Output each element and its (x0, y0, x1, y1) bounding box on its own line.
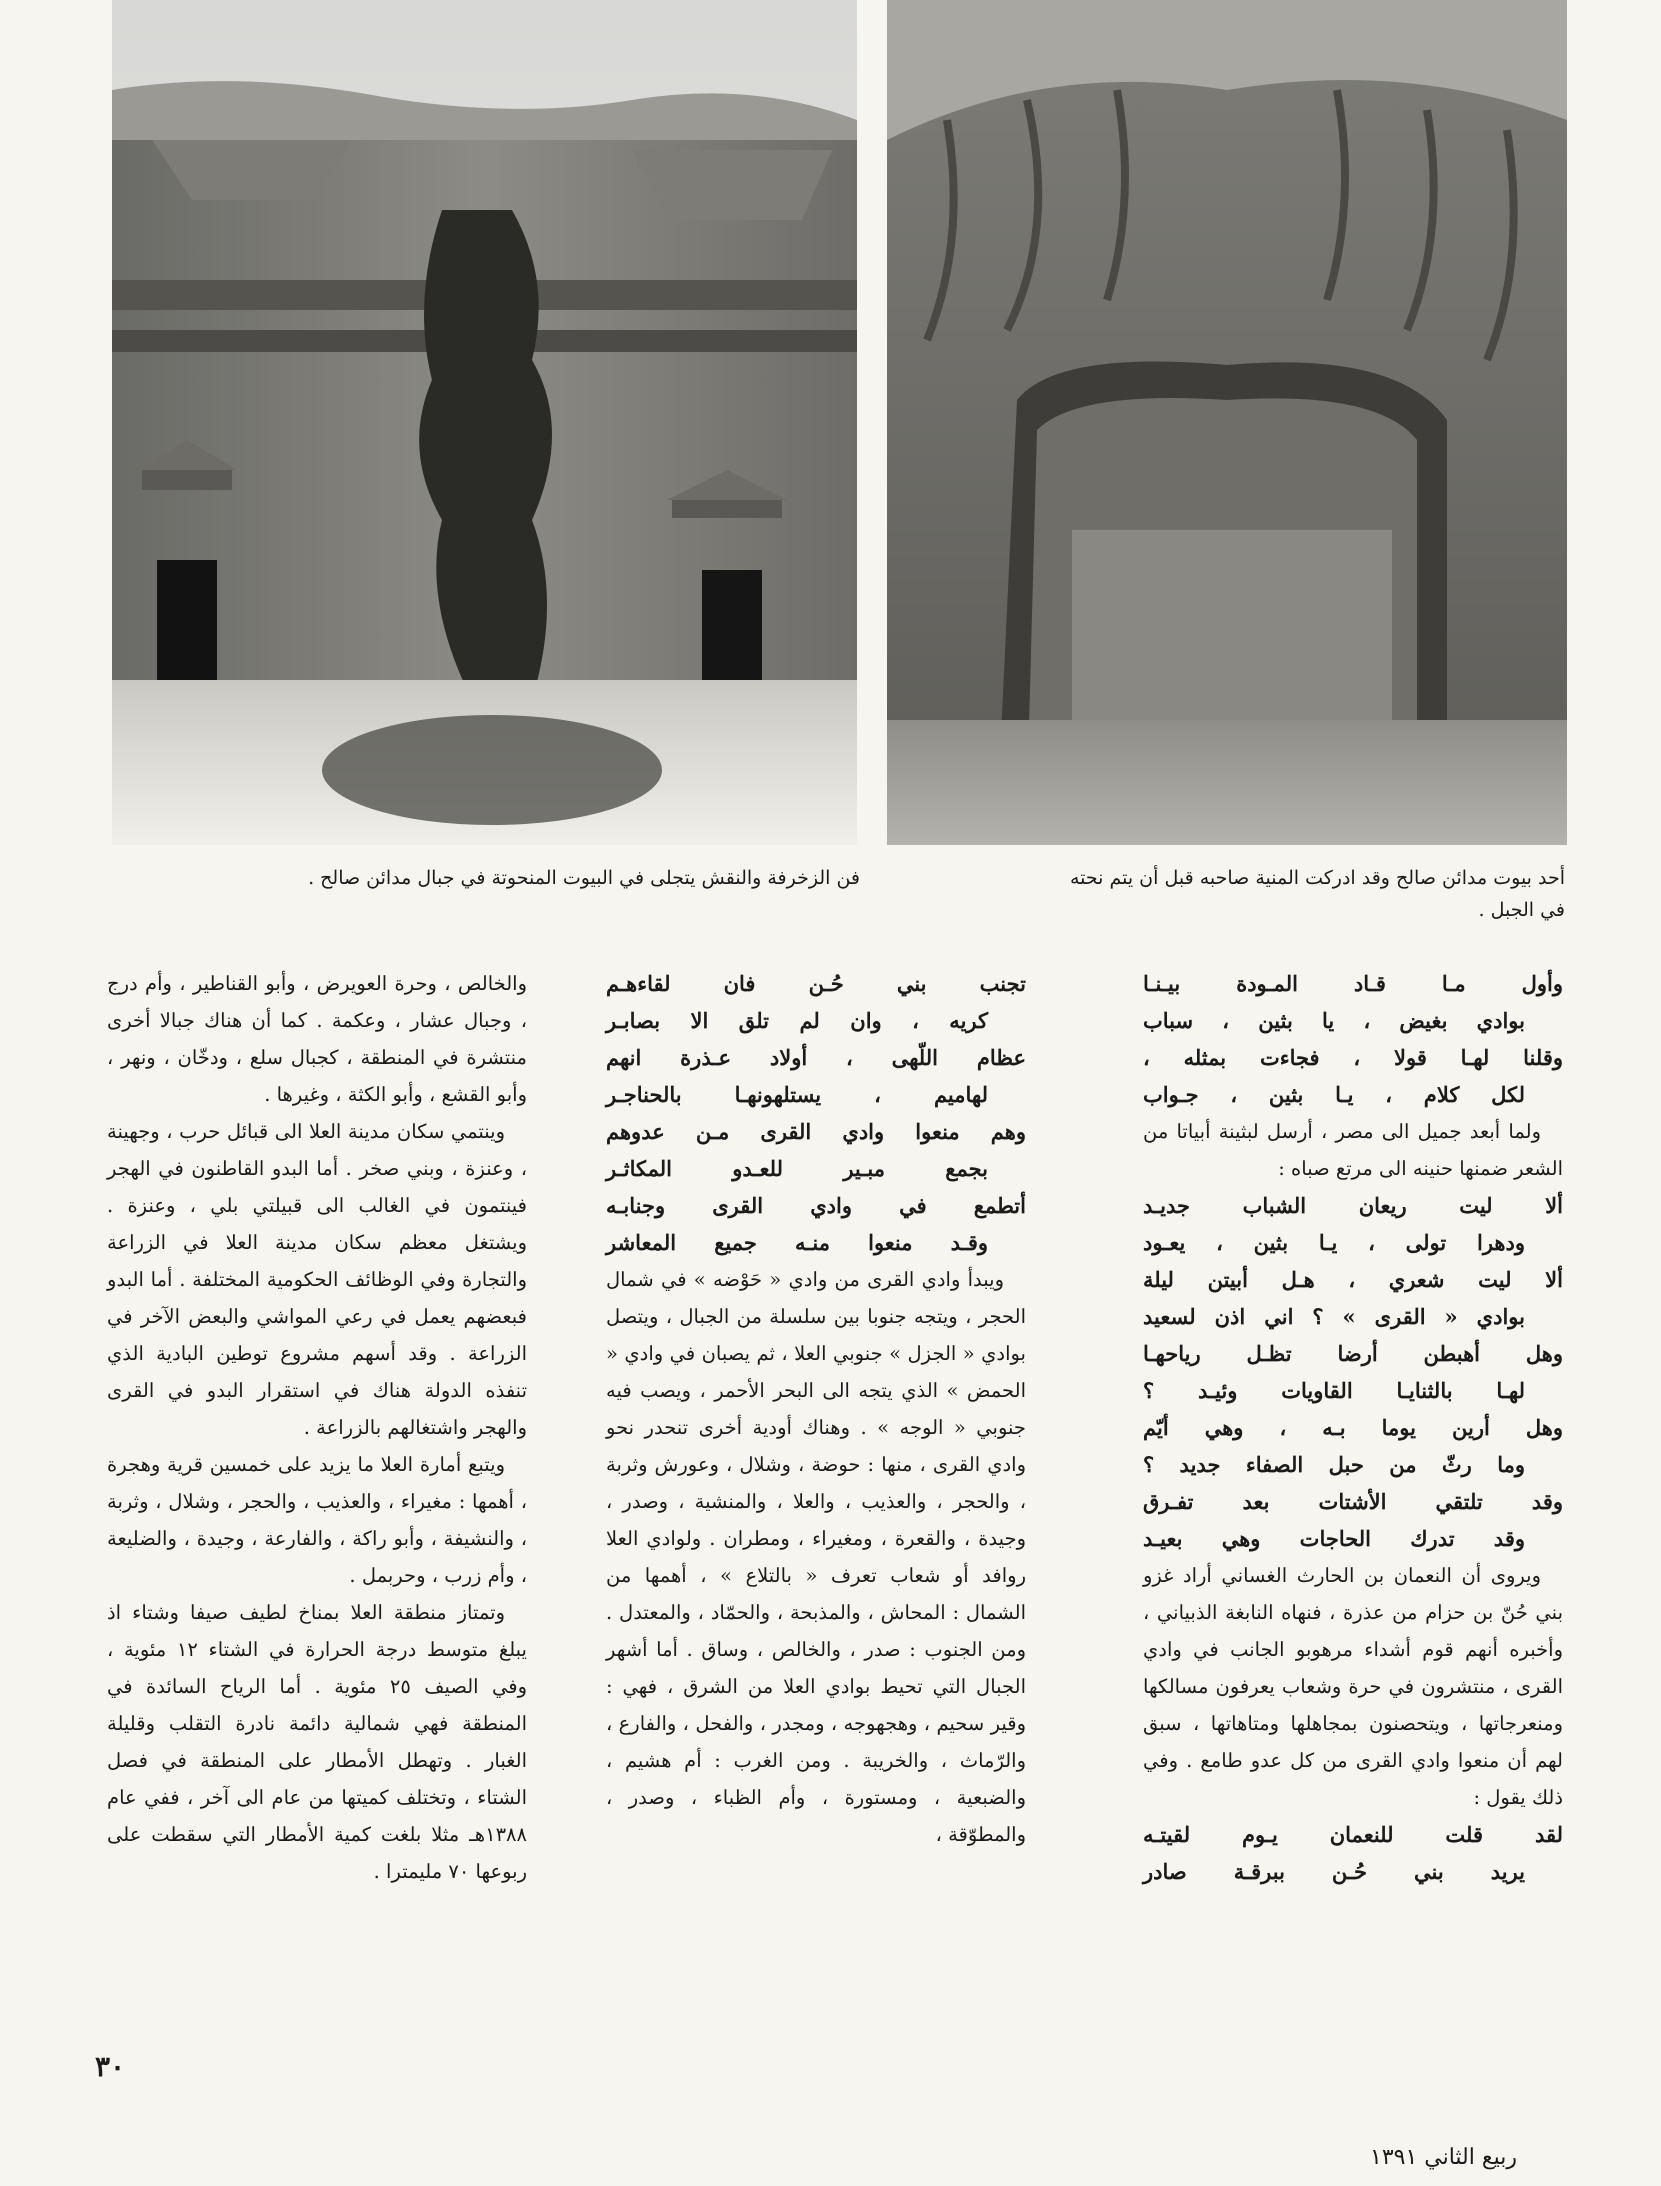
paragraph: ويتبع أمارة العلا ما يزيد على خمسين قرية وهجرة ، أهمها : مغيراء ، والعذيب ، والحجر ، وشلال ، وثربة ، والنشيفة ، وأبو راكة ، والفارعة ، وجيدة ، والضليعة ، وأم زرب ، وحربمل . (107, 1453, 527, 1587)
paragraph: والخالص ، وحرة العويرض ، وأبو القناطير ، وأم درج ، وجبال عشار ، وعكمة . كما أن هناك جبالا أخرى منتشرة في المنطقة ، كجبال سلع ، ودخّان ، ونهر ، وأبو القشع ، وأبو الكثة ، وغيرها . (107, 972, 527, 1106)
poem-verse: لهـا بالثنايـا القاويات وئيـد ؟ (1143, 1378, 1525, 1403)
paragraph: ويبدأ وادي القرى من وادي « حَوْضه » في شمال الحجر ، ويتجه جنوبا بين سلسلة من الجبال ، ويتصل بوادي « الجزل » جنوبي العلا ، ثم يصبان في وادي « الحمض » الذي يتجه الى البحر الأحمر ، ويصب فيه جنوبي « الوجه » . وهناك أودية أخرى تنحدر نحو وادي القرى ، منها : حوضة ، وشلال ، وعورش وثربة ، والحجر ، والعذيب ، والعلا ، والمنشية ، وصدر ، وجيدة ، والقعرة ، ومغيراء ، ومطران . ولوادي العلا روافد أو شعاب تعرف « بالتلاع » ، أهمها من الشمال : المحاش ، والمذبحة ، والحمّاد ، والمعتدل . ومن الجنوب : صدر ، والخالص ، وساق . أما أشهر الجبال التي تحيط بوادي العلا من الشرق ، فهي : وقير سحيم ، وهجهوجه ، ومجدر ، والفحل ، والفارع ، والرّماث ، والخريبة . ومن الغرب : أم هشيم ، والضبعية ، ومستورة ، وأم الظباء ، وصدر ، والمطوّقة ، (606, 1268, 1026, 1846)
article-column-right (1143, 965, 1563, 1890)
poem-verse: وقلنا لهـا قولا ، فجاءت بمثله ، (1143, 1045, 1563, 1070)
poem-verse: لكل كلام ، يـا بثين ، جـواب (1143, 1082, 1525, 1107)
poem-verse: وقد تلتقي الأشتات بعد تفـرق (1143, 1489, 1563, 1514)
poem-verse: وقـد منعوا منـه جميع المعاشر (606, 1230, 988, 1255)
article-column-middle (606, 965, 1026, 1853)
poem-verse: وهل أرين يوما بـه ، وهي أيّم (1143, 1415, 1563, 1440)
unfinished-cave-image (887, 0, 1567, 845)
poem-verse: بجمع مبـير للعـدو المكاثـر (606, 1156, 988, 1181)
poem-verse: بوادي « القرى » ؟ اني اذن لسعيد (1143, 1304, 1525, 1329)
paragraph: وتمتاز منطقة العلا بمناخ لطيف صيفا وشتاء اذ يبلغ متوسط درجة الحرارة في الشتاء ١٢ مئوية ، وفي الصيف ٢٥ مئوية . أما الرياح السائدة في المنطقة فهي شمالية دائمة نادرة التقلب وقليلة الغبار . وتهطل الأمطار على المنطقة في فصل الشتاء ، وتختلف كميتها من عام الى آخر ، ففي عام ١٣٨٨هـ مثلا بلغت كمية الأمطار التي سقطت على ربوعها ٧٠ مليمترا . (107, 1601, 527, 1883)
poem-verse: وهل أهبطن أرضا تظـل رياحهـا (1143, 1341, 1563, 1366)
poem-verse: كريه ، وان لم تلق الا بصابـر (606, 1008, 988, 1033)
poem-verse: يريد بني حُـن ببرقـة صادر (1143, 1859, 1525, 1884)
poem-verse: عظام اللّهى ، أولاد عـذرة انهم (606, 1045, 1026, 1070)
photo-tomb-facades (112, 0, 857, 845)
poem-verse: وقد تدرك الحاجات وهي بعيـد (1143, 1526, 1525, 1551)
article-column-left (107, 965, 527, 1890)
tomb-facades-image (112, 0, 857, 845)
poem-verse: ألا ليت ريعان الشباب جديـد (1143, 1193, 1563, 1218)
poem-verse: تجنب بني حُـن فان لقاءهـم (606, 971, 1026, 996)
poem-verse: أتطمع في وادي القرى وجنابـه (606, 1193, 1026, 1218)
poem-verse: بوادي بغيض ، يا بثين ، سباب (1143, 1008, 1525, 1033)
poem-verse: وهم منعوا وادي القرى مـن عدوهم (606, 1119, 1026, 1144)
photo-unfinished-cave (887, 0, 1567, 845)
poem-verse: وأول مـا قـاد المـودة بيـنـا (1143, 971, 1563, 996)
paragraph: وينتمي سكان مدينة العلا الى قبائل حرب ، وجهينة ، وعنزة ، وبني صخر . أما البدو القاطنون في الهجر فينتمون في الغالب الى قبيلتي بلي ، وعنزة . ويشتغل معظم سكان مدينة العلا في الزراعة والتجارة وفي الوظائف الحكومية المختلفة . أما البدو فبعضهم يعمل في رعي المواشي والبعض الآخر في الزراعة . وقد أسهم مشروع توطين البادية الذي تنفذه الدولة هناك في استقرار البدو في القرى والهجر واشتغالهم بالزراعة . (107, 1120, 527, 1439)
poem-verse: ألا ليت شعري ، هـل أبيتن ليلة (1143, 1267, 1563, 1292)
poem-verse: لقد قلت للنعمان يـوم لقيتـه (1143, 1822, 1563, 1847)
page-number: ٣٠ (95, 2050, 126, 2083)
poem-verse: ودهرا تولى ، يـا بثين ، يعـود (1143, 1230, 1525, 1255)
poem-verse: لهاميم ، يستلهونهـا بالحناجـر (606, 1082, 988, 1107)
caption-left-photo: فن الزخرفة والنقش يتجلى في البيوت المنحوتة في جبال مدائن صالح . (308, 867, 860, 889)
caption-right-photo: أحد بيوت مدائن صالح وقد ادركت المنية صاحبه قبل أن يتم نحته في الجبل . (1069, 867, 1565, 921)
poem-verse: وما رثّ من حبل الصفاء جديد ؟ (1143, 1452, 1525, 1477)
paragraph: ويروى أن النعمان بن الحارث الغساني أراد غزو بني حُنّ بن حزام من عذرة ، فنهاه النابغة الذبياني ، وأخبره أنهم قوم أشداء مرهوبو الجانب في وادي القرى ، منتشرون في حرة وشعاب يعرفون مسالكها ومنعرجاتها ، ويتحصنون بمجاهلها ومتاهاتها ، سبق لهم أن منعوا وادي القرى من كل عدو طامع . وفي ذلك يقول : (1143, 1564, 1563, 1809)
paragraph: ولما أبعد جميل الى مصر ، أرسل لبثينة أبياتا من الشعر ضمنها حنينه الى مرتع صباه : (1143, 1120, 1563, 1180)
issue-date: ربيع الثاني ١٣٩١ (1370, 2145, 1517, 2170)
